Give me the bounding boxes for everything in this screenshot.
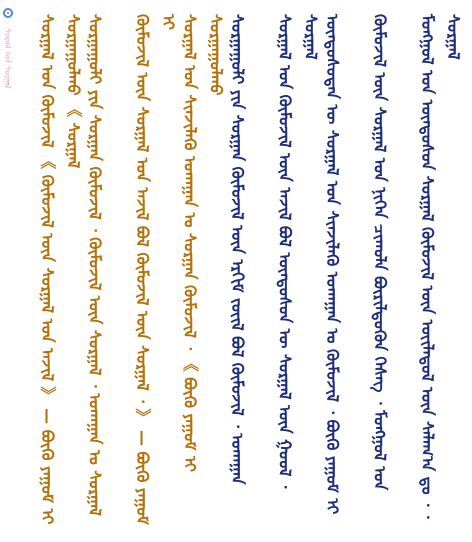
text-column-7: ᠬᠦᠮᠦᠵᠢᠯ ᠦᠨ ᠰᠤᠷᠭ᠋ᠠᠯ ᠤᠨ ᠠᠵᠢᠯ ᠪᠣᠯ ᠬᠦᠮᠦᠵᠢᠯ ᠦᠨ ᠰᠤᠷᠭ᠋ᠠᠯ ᠂ 》 — ᠪᠦᠬᠦ ᠶᠠᠭᠤᠮ ᠢ [133,14,178,525]
text-column-5: ᠰᠤᠷᠭ᠋ᠠᠭᠤᠯᠢ ᠶᠢᠨ ᠰᠤᠷᠭ᠋ᠠᠨ ᠬᠦᠮᠦᠵᠢᠯ ᠦᠨ ᠡᠷᠬᠢᠮ ᠵᠦᠢᠯ ᠪᠣᠯ ᠬᠦᠮᠦᠵᠢᠯ ᠂ ᠤᠬᠠᠭᠠᠨ [228,14,247,485]
watermark-text: ᠰᠣᠶᠣᠯ ᠤᠨ ᠰᠤᠷᠭ᠋ᠠᠯ [3,28,12,89]
text-column-9: ᠰᠤᠷᠭ᠋ᠠᠯ ᠤᠨ ᠬᠦᠮᠦᠵᠢᠯ 《 ᠬᠦᠮᠦᠵᠢᠯ ᠦᠨ ᠰᠤᠷᠭ᠋ᠠᠯ ᠤᠨ ᠠᠵᠢᠯ 》 — ᠪᠦᠬᠦ ᠶᠠᠭᠤᠮ ᠢ ᠰᠤᠷᠭ᠋ᠠᠭᠤᠯᠬᠤ 《 ᠰᠤᠷᠭ᠋ᠠᠯ [38,14,83,525]
text-column-2: ᠬᠦᠮᠦᠵᠢᠯ ᠦᠨ ᠰᠤᠷᠭ᠋ᠠᠯ ᠤᠨ ᠨᠢᠭᠡᠨ ᠴᠢᠬᠤᠯᠠ ᠪᠦᠷᠢᠯᠳᠦᠬᠦᠨ ᠬᠡᠰᠡᠭ ᠂ ᠮᠣᠩᠭ᠋ᠣᠯ ᠤᠨ [370,14,390,491]
text-column-8: ᠰᠤᠷᠭ᠋ᠠᠭᠤᠯᠢ ᠶᠢᠨ ᠰᠤᠷᠭ᠋ᠠᠨ ᠬᠦᠮᠦᠵᠢᠯ ᠂ ᠬᠦᠮᠦᠵᠢᠯ ᠦᠨ ᠰᠤᠷᠭ᠋ᠠᠯ ᠂ ᠤᠬᠠᠭᠠᠨ ᠤ ᠰᠤᠷᠭ᠋ᠠᠯ [85,14,105,516]
text-column-3: ᠦᠨᠳᠦᠰᠦᠲᠡᠨ ᠦ ᠰᠤᠷᠭ᠋ᠠᠯ ᠤᠨ ᠰᠢᠨᠵᠢᠯᠡᠬᠦ ᠤᠬᠠᠭᠠᠨ ᠤ ᠬᠦᠮᠦᠵᠢᠯ ᠂ ᠪᠦᠬᠦ ᠶᠠᠭᠤᠮ ᠢ [323,14,342,515]
text-column-1: ᠮᠣᠩᠭ᠋ᠣᠯ ᠤᠨ ᠦᠨᠳᠦᠰᠦᠨ ᠰᠤᠷᠭ᠋ᠠᠯ ᠬᠦᠮᠦᠵᠢᠯ ᠦᠨ ᠦᠢᠯᠡᠳᠦᠯ ᠦᠨ ᠰᠠᠯᠠᠭ᠎ᠠ ᠳᠤ ᠂ ᠂ ᠰᠤᠷᠭ᠋ᠠᠯ [418,14,463,519]
mongolian-text-block [34,14,463,530]
text-column-6: ᠰᠤᠷᠭ᠋ᠠᠯ ᠤᠨ ᠰᠢᠨᠵᠢᠯᠡᠬᠦ ᠤᠬᠠᠭᠠᠨ ᠤ ᠰᠤᠷᠭ᠋ᠠᠨ ᠬᠦᠮᠦᠵᠢᠯ ᠂ 《 ᠪᠦᠬᠦ ᠶᠠᠭᠤᠮ ᠢ ᠰᠤᠷᠭ᠋ᠠᠭᠤᠯᠬᠤ [180,14,226,472]
text-column-4: ᠰᠤᠷᠭ᠋ᠠᠯ ᠤᠨ ᠬᠦᠮᠦᠵᠢᠯ ᠦᠨ ᠠᠵᠢᠯ ᠪᠣᠯ ᠦᠨᠳᠦᠰᠦᠨ ᠦ ᠰᠤᠷᠭ᠋ᠠᠯ ᠦᠨ ᠭᠣᠣᠯ ᠂ ᠰᠤᠷᠭ᠋ᠠᠯ [275,14,321,489]
circle-logo-icon [3,8,13,18]
